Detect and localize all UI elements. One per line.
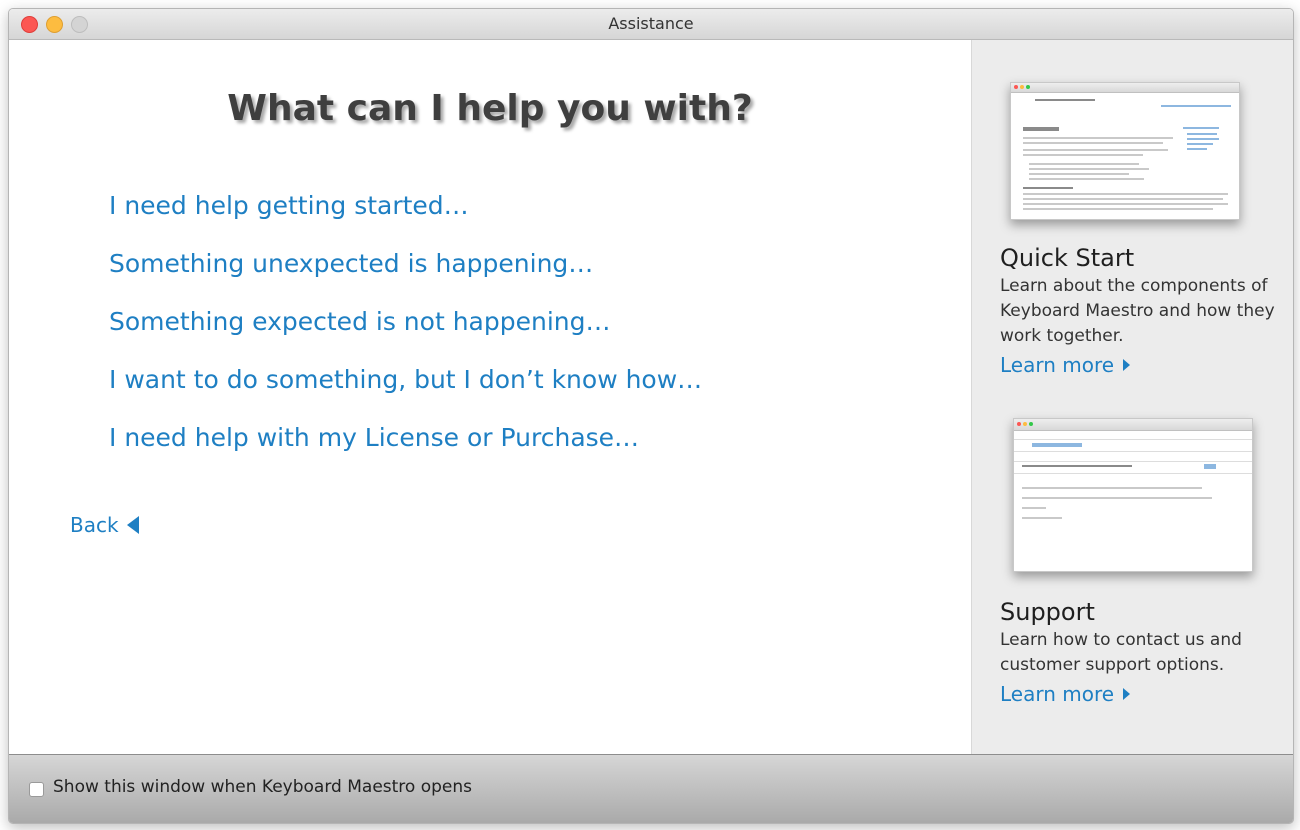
quick-start-description: Learn about the components of Keyboard Maestro and how they work together. <box>1000 276 1275 346</box>
thumbnail-toolbar <box>1014 419 1252 431</box>
back-label: Back <box>70 513 119 537</box>
assistance-window <box>8 8 1294 824</box>
support-description: Learn how to contact us and customer support options. <box>1000 630 1242 675</box>
show-on-open-checkbox[interactable] <box>29 782 44 797</box>
option-how-to-do-something[interactable]: I want to do something, but I don’t know how… <box>109 365 703 394</box>
page-heading: What can I help you with? <box>227 88 753 129</box>
title-bar[interactable] <box>9 9 1293 40</box>
back-arrow-icon <box>127 516 139 534</box>
support-title: Support <box>1000 598 1095 626</box>
quick-start-card <box>1000 242 1280 377</box>
option-expected-not-happening[interactable]: Something expected is not happening… <box>109 307 611 336</box>
chevron-right-icon <box>1123 359 1130 371</box>
sidebar <box>971 40 1294 754</box>
help-options-list <box>109 188 702 478</box>
option-getting-started[interactable]: I need help getting started… <box>109 191 469 220</box>
quick-start-learn-more-link[interactable] <box>1000 353 1280 377</box>
quick-start-thumbnail[interactable] <box>1010 82 1240 220</box>
thumbnail-toolbar <box>1011 83 1239 93</box>
quick-start-title: Quick Start <box>1000 244 1135 272</box>
support-learn-more-label: Learn more <box>1000 682 1115 706</box>
chevron-right-icon <box>1123 688 1130 700</box>
main-panel <box>9 40 971 754</box>
footer-bar <box>9 754 1293 824</box>
support-card <box>1000 596 1280 706</box>
option-license-purchase[interactable]: I need help with my License or Purchase… <box>109 423 640 452</box>
quick-start-learn-more-label: Learn more <box>1000 353 1115 377</box>
support-thumbnail[interactable] <box>1013 418 1253 572</box>
window-title: Assistance <box>608 14 694 33</box>
show-on-open-label[interactable]: Show this window when Keyboard Maestro opens <box>53 777 472 797</box>
option-unexpected-happening[interactable]: Something unexpected is happening… <box>109 249 594 278</box>
back-button[interactable] <box>70 513 139 537</box>
support-learn-more-link[interactable] <box>1000 682 1280 706</box>
